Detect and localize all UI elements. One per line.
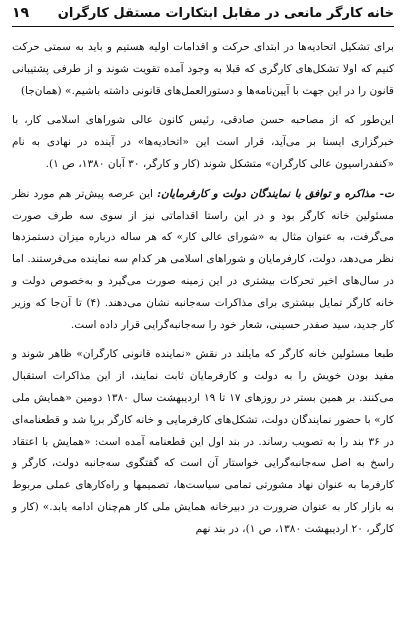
chapter-title: خانه کارگر مانعی در مقابل ابتکارات مستقل کارگران [57,6,394,21]
paragraph-text: طبعا مسئولین خانه کارگر که مایلند در نقش «نماینده قانونی کارگران» ظاهر شوند و مفید بودن خویش را به دولت و کارفرمایان ثابت نمایند، از این مذاکرات استقبال می‌کنند. بر همین بستر در روزهای ۱۷ تا ۱۹ اردیبهشت سال ۱۳۸۰ دومین «همایش ملی کار» با حضور نمایندگان دولت، تشکل‌های کارفرمایی و خانه کارگر برپا شد و قطعنامه‌ای در ۳۶ بند را به تصویب رساند. در بند اول این قطعنامه آمده است: «همایش با اعتقاد راسخ به اصل سه‌جانبه‌گرایی خواستار آن است که گفتگوی سه‌جانبه دولت، کارگر و کارفرما به عنوان نهاد مشورتی تمامی سیاست‌ها، تصمیمها و راه‌کارهای عملی مربوط به بازار کار به عنوان ضرورت در دبیرخانه همایش ملی کار هم‌چنان ادامه یابد.» (کار و کارگر، ۲۰ اردیبهشت ۱۳۸۰، ص ۱)، در بند نهم [12,348,394,535]
paragraph-text: برای تشکیل اتحادیه‌ها در ابتدای حرکت و اقدامات اولیه هستیم و باید به سمتی حرکت کنیم که اولا تشکل‌های کارگری که قبلا به وجود آمده تقویت شوند و از طرفی پشتیبانی قانون را در این جهت با آیین‌نامه‌ها و دستورالعمل‌های قانونی داشته باشیم.» (همان‌جا) [12,41,394,97]
paragraph-2 [12,110,394,175]
section-heading: ت- مذاکره و توافق با نمایندگان دولت و کارفرمایان: [157,187,394,200]
paragraph-3 [12,184,394,337]
paragraph-text: این‌طور که از مصاحبه حسن صادقی، رئیس کانون عالی شوراهای اسلامی کار، با خبرگزاری ایسنا بر می‌آید، قرار است این «اتحادیه‌ها» در آینده در نهادی به نام «کنفدراسیون عالی کارگران» متشکل شوند (کار و کارگر، ۳۰ آبان ۱۳۸۰، ص ۱). [12,114,394,170]
page-number: ۱۹ [12,5,30,21]
paragraph-1 [12,37,394,102]
paragraph-text: این عرصه پیش‌تر هم مورد نظر مسئولین خانه کارگر بود و در این راستا اقداماتی نیز از سوی سه طرف صورت می‌گرفت، به عنوان مثال به «شورای عالی کار» که هر ساله درباره میزان دستمزدها نظر می‌دهد، دولت، کارفرمایان و شوراهای اسلامی هر کدام سه نماینده می‌فرستند. اما در سال‌های اخیر تحرکات بیشتری در این زمینه صورت می‌گیرد و به‌خصوص دولت و خانه کارگر تمایل بیشتری برای مذاکرات سه‌جانبه نشان می‌دهند. (۴) تا آن‌جا که وزیر کار جدید، سید صفدر حسینی، شعار خود را سه‌جانبه‌گرایی قرار داده است. [12,187,394,331]
running-header [12,4,394,27]
paragraph-4 [12,344,394,540]
